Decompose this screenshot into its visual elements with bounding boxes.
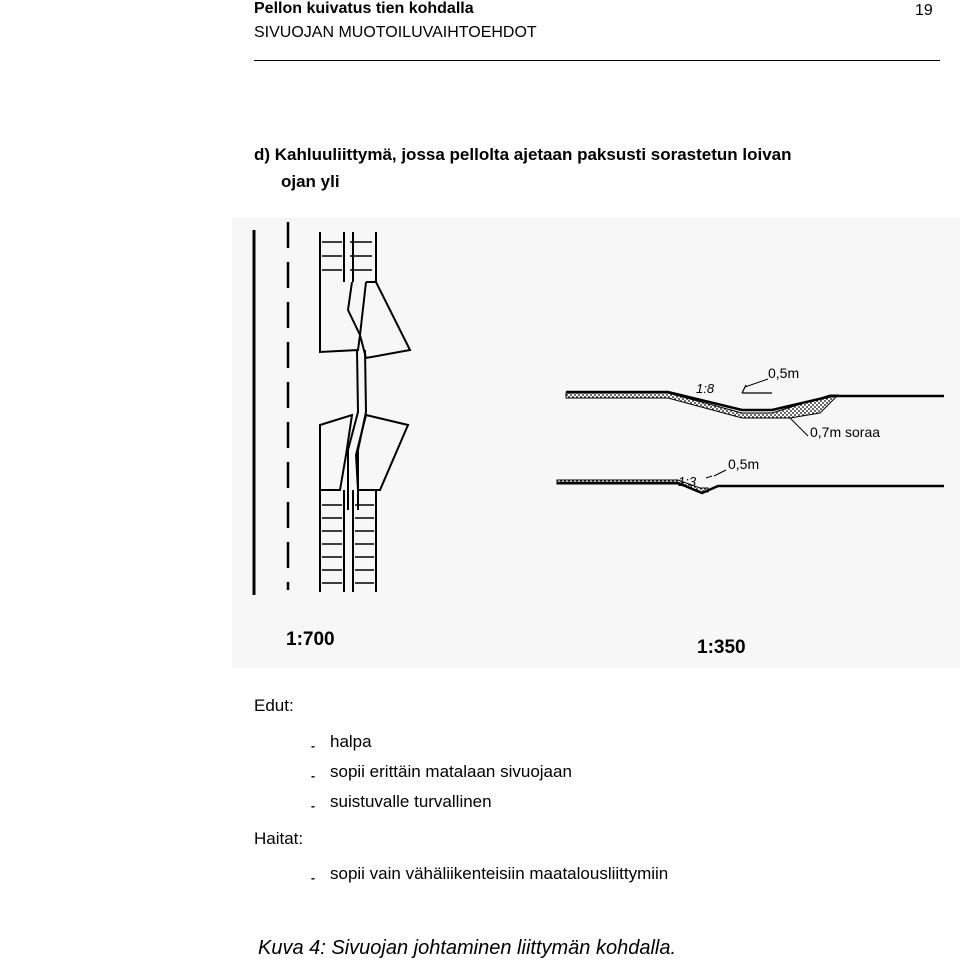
cons-item: sopii vain vähäliikenteisiin maatalousliittymiin xyxy=(330,864,669,883)
section-heading: d) Kahluuliittymä, jossa pellolta ajetaan paksusti sorastetun loivan xyxy=(254,145,792,164)
upper-slope-label: 1:8 xyxy=(696,381,715,396)
header-divider xyxy=(254,60,940,61)
section-heading-cont: ojan yli xyxy=(281,172,340,191)
lower-slope-label: 1:3 xyxy=(678,474,697,489)
pros-item: sopii erittäin matalaan sivuojaan xyxy=(330,762,572,781)
bullet-dash: - xyxy=(311,871,315,885)
page-number: 19 xyxy=(915,2,933,19)
ditch-figure xyxy=(232,218,960,668)
figure-caption: Kuva 4: Sivuojan johtaminen liittymän kohdalla. xyxy=(258,937,677,959)
pros-item: halpa xyxy=(330,732,372,751)
gravel-label: 0,7m soraa xyxy=(810,424,881,440)
bullet-dash: - xyxy=(311,799,315,813)
bullet-dash: - xyxy=(311,769,315,783)
pros-label: Edut: xyxy=(254,696,294,715)
plan-scale-label: 1:700 xyxy=(286,629,335,650)
lower-width-label: 0,5m xyxy=(728,456,760,472)
bullet-dash: - xyxy=(311,739,315,753)
header-subtitle: SIVUOJAN MUOTOILUVAIHTOEHDOT xyxy=(254,24,537,41)
cons-label: Haitat: xyxy=(254,829,304,848)
upper-width-label: 0,5m xyxy=(768,365,800,381)
pros-item: suistuvalle turvallinen xyxy=(330,792,492,811)
header-title: Pellon kuivatus tien kohdalla xyxy=(254,0,474,17)
section-scale-label: 1:350 xyxy=(697,637,746,658)
